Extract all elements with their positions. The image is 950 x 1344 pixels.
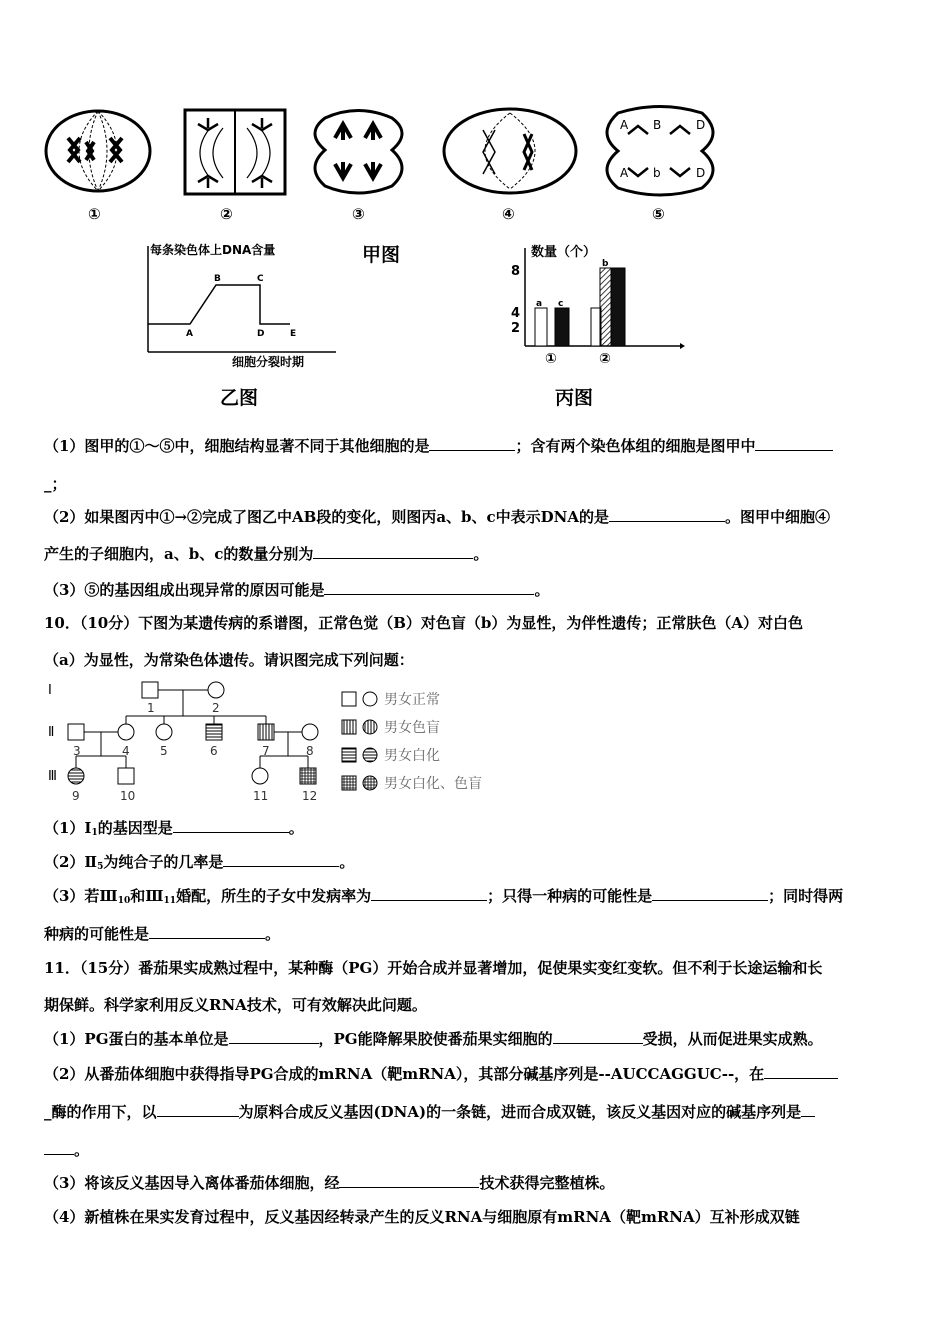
cell-label-2: ② [220,205,233,223]
cell-3 [315,111,402,194]
caption-yi: 乙图 [220,387,259,409]
answer-blank[interactable] [553,1029,643,1044]
svg-text:11: 11 [253,789,269,803]
q9-part3: （3）⑤的基因组成出现异常的原因可能是 。 [44,581,550,599]
cell-1 [46,111,150,191]
svg-text:B: B [653,118,662,132]
svg-text:5: 5 [160,744,168,758]
q10-head: 10．（10分）下图为某遗传病的系谱图，正常色觉（B）对色盲（b）为显性，为伴性遗传；正常肤色（A）对白色 [44,614,804,632]
svg-text:D: D [696,118,706,132]
answer-blank[interactable] [173,818,289,833]
answer-blank[interactable] [149,924,265,939]
q10-s3-cont: 种病的可能性是 。 [44,925,281,943]
svg-text:A: A [620,166,629,180]
svg-text:数量（个）: 数量（个） [531,245,597,260]
svg-text:每条染色体上DNA含量: 每条染色体上DNA含量 [150,243,276,257]
q11-s2-cont2: 。 [44,1140,89,1160]
svg-text:2: 2 [212,701,220,715]
cell-4 [444,109,576,193]
svg-text:a: a [536,299,543,309]
answer-blank[interactable] [229,1029,319,1044]
answer-blank[interactable] [324,580,534,595]
caption-jia: 甲图 [362,244,401,266]
q11-head2: 期保鲜。科学家利用反义RNA技术，可有效解决此问题。 [44,996,427,1014]
svg-text:b: b [653,166,661,180]
svg-text:男女色盲: 男女色盲 [384,720,440,736]
answer-blank[interactable] [429,436,515,451]
svg-text:10: 10 [120,789,136,803]
svg-text:C: C [257,274,264,284]
q11-s3: （3）将该反义基因导入离体番茄体细胞，经 技术获得完整植株。 [44,1174,615,1192]
svg-text:①: ① [545,351,557,367]
q11-s4: （4）新植株在果实发育过程中，反义基因经转录产生的反义RNA与细胞原有mRNA（靶mRNA）互补形成双链 [44,1208,800,1226]
answer-blank[interactable] [652,886,768,901]
svg-text:男女白化、色盲: 男女白化、色盲 [384,776,482,792]
svg-text:8: 8 [511,264,521,279]
q10-s3: （3）若$Ⅲ_{10}$和$Ⅲ_{11}$婚配，所生的子女中发病率为 ；只得一种病的可能性是 ；同时得两 [44,887,844,906]
svg-text:D: D [257,329,265,339]
cell-label-3: ③ [352,205,365,223]
answer-blank[interactable] [755,436,833,451]
answer-blank[interactable] [44,1140,74,1155]
svg-text:6: 6 [210,744,218,758]
pedigree-chart [40,676,510,808]
svg-text:b: b [602,259,609,269]
answer-blank[interactable] [609,507,725,522]
q9-part2: （2）如果图丙中①→②完成了图乙中AB段的变化，则图丙a、b、c中表示DNA的是 。图甲中细胞④ [44,508,831,526]
svg-text:A: A [620,118,629,132]
svg-text:8: 8 [306,744,314,758]
svg-text:A: A [186,329,193,339]
answer-blank[interactable] [764,1064,838,1079]
svg-text:细胞分裂时期: 细胞分裂时期 [232,355,305,369]
cell-label-1: ① [88,205,101,223]
svg-text:②: ② [599,351,611,367]
svg-text:3: 3 [73,744,81,758]
q11-s2: （2）从番茄体细胞中获得指导PG合成的mRNA（靶mRNA），其部分碱基序列是--AUCCAGGUC--，在 [44,1064,838,1084]
svg-text:男女白化: 男女白化 [384,748,440,764]
q11-head: 11．（15分）番茄果实成熟过程中，某种酶（PG）开始合成并显著增加，促使果实变红变软。但不利于长途运输和长 [44,959,823,977]
svg-text:12: 12 [302,789,318,803]
caption-bing: 丙图 [555,387,594,409]
q11-s1: （1）PG蛋白的基本单位是 ，PG能降解果胶使番茄果实细胞的 受损，从而促进果实成熟。 [44,1030,823,1048]
q9-part1-cont: _； [44,475,67,493]
cell-label-5: ⑤ [652,205,665,223]
svg-text:9: 9 [72,789,80,803]
q10-s1: $(1)Ⅰ_1$的基因型是 。 [44,819,304,838]
q9-part1: （1）图甲的①～⑤中，细胞结构显著不同于其他细胞的是 ；含有两个染色体组的细胞是图甲中 [44,436,833,456]
answer-blank[interactable] [223,852,339,867]
cell-5 [607,107,713,196]
svg-text:2: 2 [511,321,521,336]
cell-label-4: ④ [502,205,515,223]
answer-blank[interactable] [801,1102,815,1117]
figure-yi-chart [140,240,340,380]
figure-jia-cells [40,98,730,228]
answer-blank[interactable] [313,544,473,559]
svg-text:4: 4 [511,306,521,321]
answer-blank[interactable] [371,886,487,901]
svg-text:Ⅲ: Ⅲ [48,769,57,784]
q10-head2: （a）为显性，为常染色体遗传。请识图完成下列问题： [44,651,414,669]
svg-text:D: D [696,166,706,180]
q11-s2-cont: _酶的作用下，以 为原料合成反义基因(DNA)的一条链，进而合成双链，该反义基因对应的碱基序列是 [44,1102,815,1122]
svg-text:E: E [290,329,297,339]
svg-text:男女正常: 男女正常 [384,692,440,708]
q10-s2: $(2)Ⅱ_5$为纯合子的几率是 。 [44,853,355,872]
answer-blank[interactable] [157,1102,239,1117]
q9-part2-cont: 产生的子细胞内，a、b、c的数量分别为 。 [44,545,489,563]
figure-bing-chart [505,238,685,373]
svg-text:4: 4 [122,744,130,758]
svg-text:B: B [214,274,221,284]
svg-text:1: 1 [147,701,155,715]
cell-2 [185,110,285,194]
svg-text:7: 7 [262,744,270,758]
svg-text:c: c [558,299,564,309]
svg-text:Ⅱ: Ⅱ [48,725,55,740]
svg-text:Ⅰ: Ⅰ [48,683,52,698]
answer-blank[interactable] [339,1173,479,1188]
